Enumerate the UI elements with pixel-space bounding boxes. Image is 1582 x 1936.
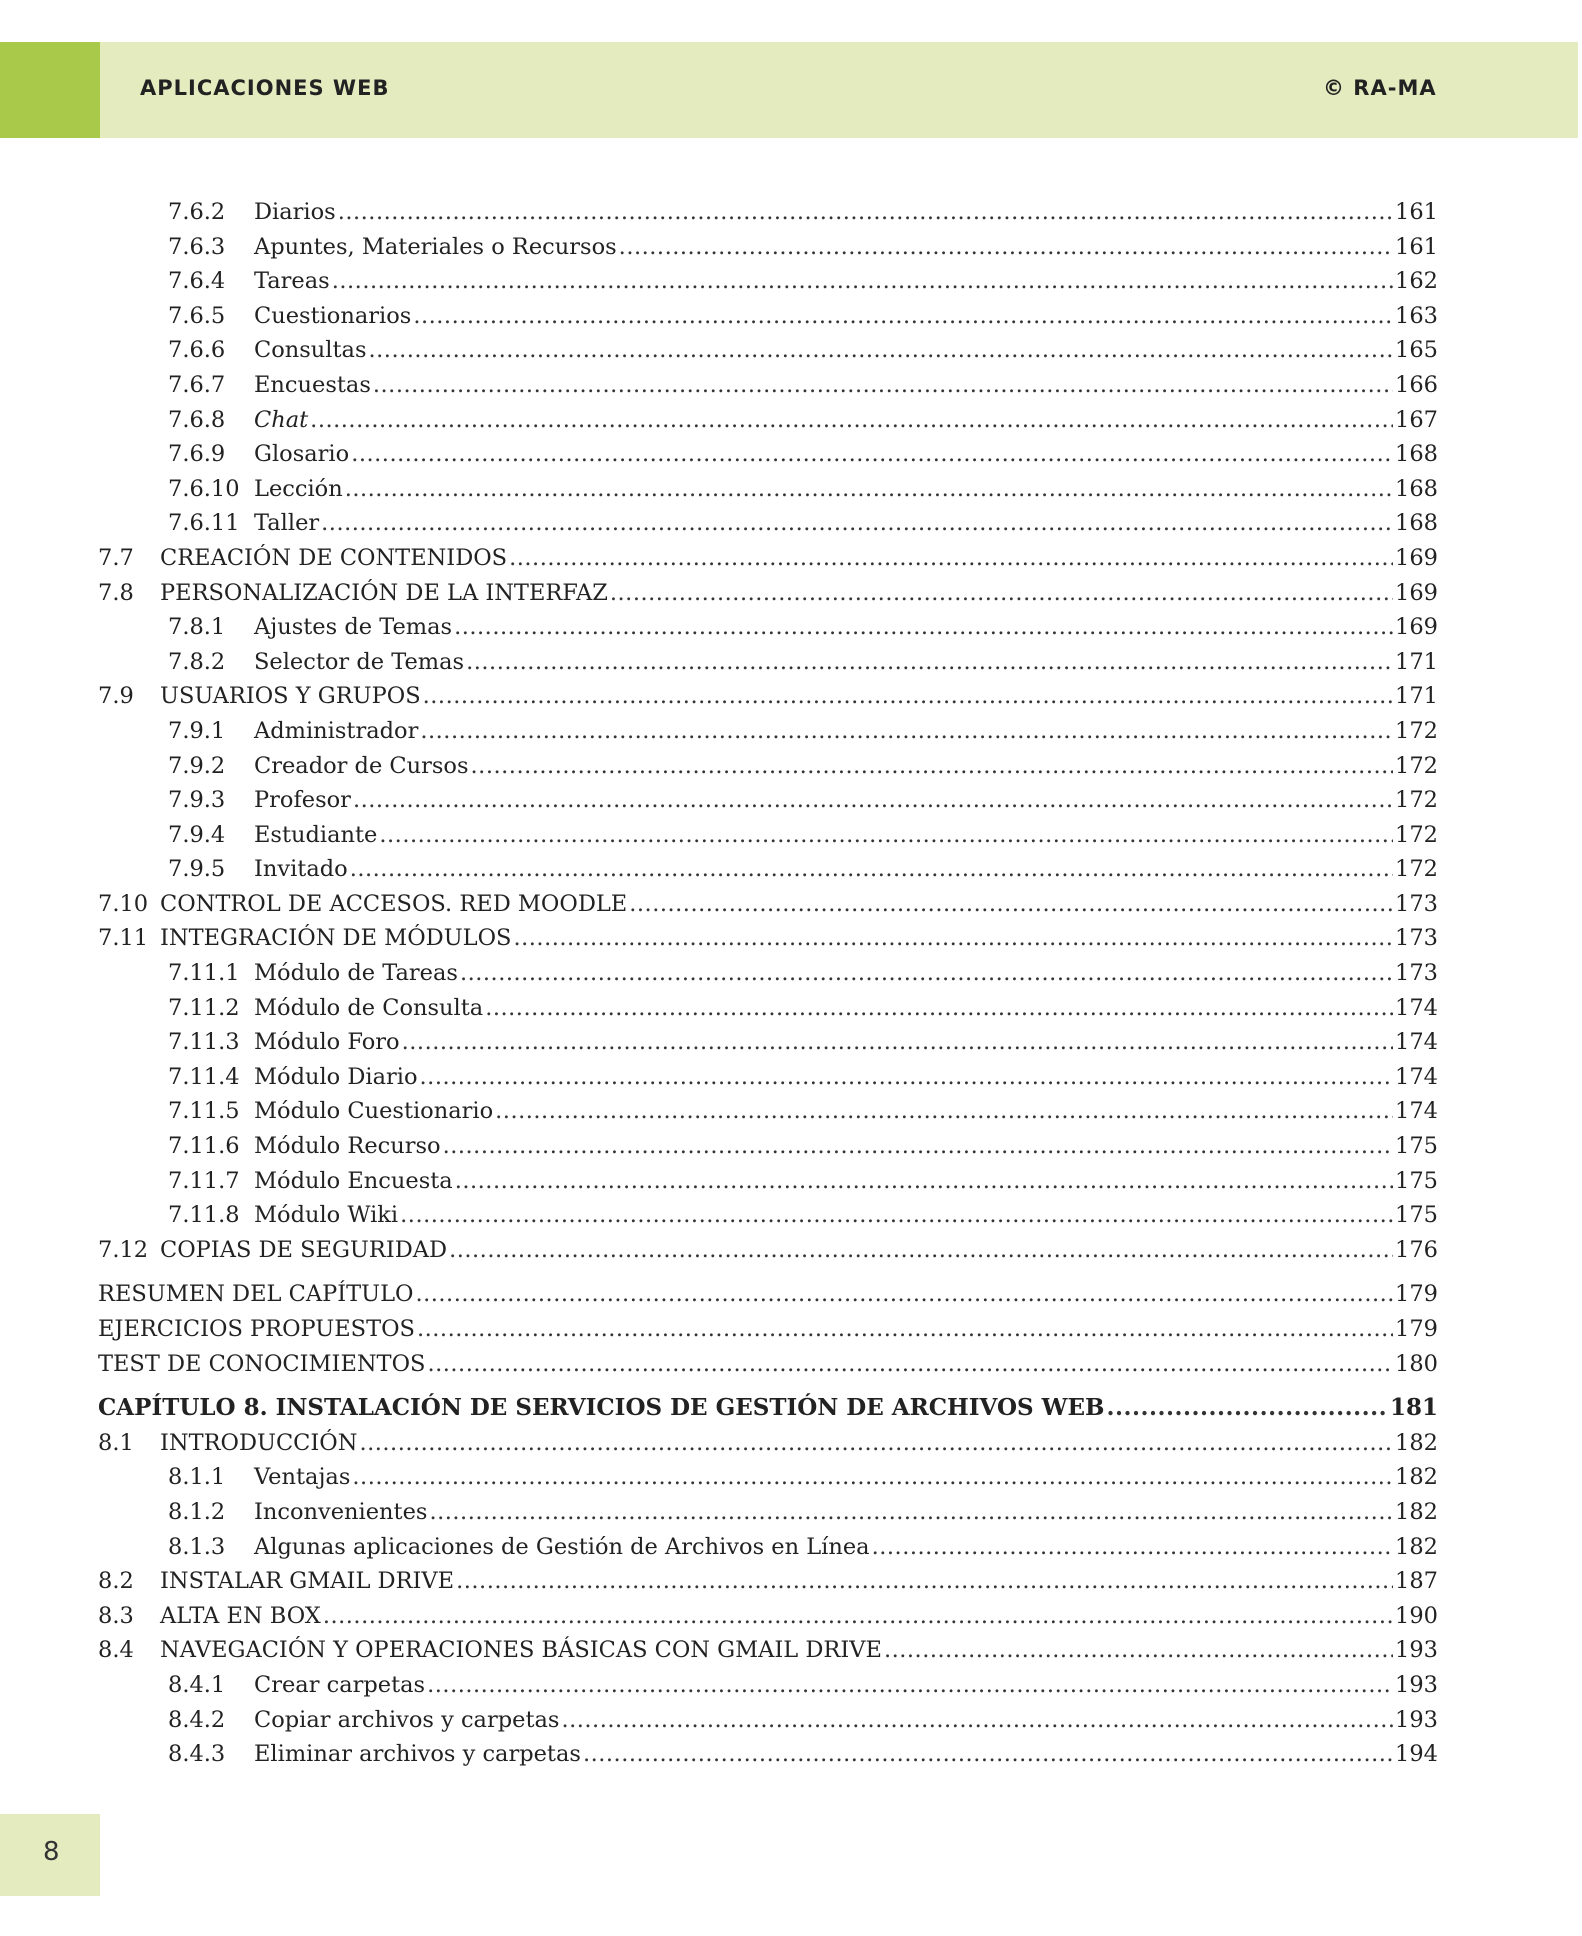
- toc-entry[interactable]: [98, 1233, 1438, 1268]
- toc-dot-leader: [413, 299, 1393, 334]
- toc-entry-number: 7.8: [98, 579, 134, 606]
- toc-entry[interactable]: [98, 299, 1438, 334]
- toc-dot-leader: [449, 1233, 1393, 1268]
- toc-entry-number: 7.6.8: [168, 406, 226, 433]
- toc-entry[interactable]: [98, 714, 1438, 749]
- toc-entry-page: 169: [1395, 544, 1438, 571]
- toc-entry[interactable]: [98, 230, 1438, 265]
- toc-entry-number: 8.1: [98, 1429, 134, 1456]
- toc-entry-page: 175: [1395, 1202, 1438, 1229]
- toc-entry-number: 7.8.1: [168, 614, 226, 641]
- toc-dot-leader: [310, 403, 1393, 438]
- toc-dot-leader: [321, 506, 1393, 541]
- toc-entry[interactable]: [98, 1164, 1438, 1199]
- toc-entry-number: 7.6.10: [168, 475, 240, 502]
- toc-entry-title: Apuntes, Materiales o Recursos: [254, 233, 617, 260]
- toc-dot-leader: [332, 264, 1393, 299]
- toc-entry-page: 167: [1395, 406, 1438, 433]
- toc-entry[interactable]: [98, 506, 1438, 541]
- toc-entry-page: 171: [1395, 683, 1438, 710]
- toc-entry-title: Módulo Foro: [254, 1029, 400, 1056]
- toc-entry-title: EJERCICIOS PROPUESTOS: [98, 1316, 415, 1342]
- toc-entry-title: Glosario: [254, 441, 350, 468]
- toc-dot-leader: [1106, 1391, 1388, 1426]
- toc-dot-leader: [352, 1460, 1393, 1495]
- toc-entry[interactable]: [98, 264, 1438, 299]
- toc-entry-number: 8.4.3: [168, 1741, 226, 1768]
- toc-entry[interactable]: [98, 679, 1438, 714]
- toc-dot-leader: [513, 921, 1393, 956]
- toc-entry-page: 182: [1395, 1429, 1438, 1456]
- toc-dot-leader: [353, 783, 1393, 818]
- toc-entry[interactable]: [98, 576, 1438, 611]
- toc-entry-page: 171: [1395, 648, 1438, 675]
- toc-dot-leader: [351, 437, 1393, 472]
- toc-entry-page: 176: [1395, 1236, 1438, 1263]
- toc-entry-page: 161: [1395, 233, 1438, 260]
- toc-entry-page: 179: [1395, 1281, 1438, 1308]
- toc-entry-number: 7.9.3: [168, 787, 226, 814]
- toc-entry-title: Inconvenientes: [254, 1498, 428, 1525]
- toc-dot-leader: [379, 818, 1393, 853]
- toc-entry-title: CONTROL DE ACCESOS. RED MOODLE: [160, 890, 628, 917]
- toc-entry-page: 175: [1395, 1133, 1438, 1160]
- toc-entry[interactable]: [98, 1025, 1438, 1060]
- toc-entry-number: 7.9.4: [168, 821, 226, 848]
- toc-entry[interactable]: [98, 1277, 1438, 1312]
- toc-entry-page: 193: [1395, 1671, 1438, 1698]
- toc-entry-number: 7.9.2: [168, 752, 226, 779]
- toc-entry-number: 8.2: [98, 1568, 134, 1595]
- toc-entry-number: 8.4.1: [168, 1671, 226, 1698]
- toc-entry[interactable]: [98, 956, 1438, 991]
- toc-entry[interactable]: [98, 333, 1438, 368]
- toc-entry-page: 187: [1395, 1568, 1438, 1595]
- toc-entry[interactable]: [98, 472, 1438, 507]
- toc-dot-leader: [350, 852, 1393, 887]
- toc-entry-number: 7.9.1: [168, 717, 226, 744]
- toc-entry-title: Tareas: [254, 268, 330, 295]
- toc-dot-leader: [345, 472, 1393, 507]
- toc-entry-number: 8.4.2: [168, 1706, 226, 1733]
- toc-dot-leader: [427, 1347, 1393, 1382]
- toc-entry[interactable]: [98, 749, 1438, 784]
- toc-entry-page: 168: [1395, 441, 1438, 468]
- toc-entry[interactable]: [98, 818, 1438, 853]
- toc-dot-leader: [456, 1564, 1393, 1599]
- header-accent-block: [0, 42, 100, 138]
- toc-entry[interactable]: [98, 1495, 1438, 1530]
- toc-entry-page: 182: [1395, 1464, 1438, 1491]
- toc-entry-number: 8.1.1: [168, 1464, 226, 1491]
- toc-entry[interactable]: [98, 610, 1438, 645]
- toc-entry[interactable]: [98, 437, 1438, 472]
- toc-dot-leader: [460, 956, 1393, 991]
- toc-entry-number: 7.11: [98, 925, 149, 952]
- toc-entry[interactable]: [98, 1703, 1438, 1738]
- toc-entry-page: 169: [1395, 579, 1438, 606]
- toc-entry[interactable]: [98, 887, 1438, 922]
- toc-entry-number: 8.1.2: [168, 1498, 226, 1525]
- toc-entry-title: Crear carpetas: [254, 1671, 426, 1698]
- toc-dot-leader: [323, 1599, 1393, 1634]
- toc-entry-title: Algunas aplicaciones de Gestión de Archivos en Línea: [254, 1533, 870, 1560]
- toc-entry-title: Módulo Cuestionario: [254, 1098, 494, 1125]
- toc-dot-leader: [466, 645, 1393, 680]
- toc-entry-title: TEST DE CONOCIMIENTOS: [98, 1350, 426, 1377]
- toc-entry-number: 7.11.4: [168, 1063, 240, 1090]
- toc-dot-leader: [369, 333, 1394, 368]
- toc-entry[interactable]: [98, 403, 1438, 438]
- toc-dot-leader: [629, 887, 1393, 922]
- toc-entry-title: CAPÍTULO 8. INSTALACIÓN DE SERVICIOS DE GESTIÓN DE ARCHIVOS WEB: [98, 1394, 1105, 1422]
- toc-entry-page: 172: [1395, 787, 1438, 814]
- toc-entry-title: Lección: [254, 475, 343, 502]
- toc-entry-title: Módulo Wiki: [254, 1202, 399, 1229]
- toc-entry-number: 7.11.8: [168, 1202, 240, 1229]
- toc-entry-page: 174: [1395, 1098, 1438, 1125]
- toc-entry[interactable]: [98, 991, 1438, 1026]
- toc-entry-title: INTRODUCCIÓN: [160, 1429, 358, 1456]
- toc-entry-title: RESUMEN DEL CAPÍTULO: [98, 1281, 414, 1308]
- toc-entry-page: 174: [1395, 1063, 1438, 1090]
- toc-entry[interactable]: [98, 852, 1438, 887]
- toc-entry[interactable]: [98, 1668, 1438, 1703]
- toc-dot-leader: [509, 541, 1393, 576]
- toc-dot-leader: [610, 576, 1393, 611]
- toc-dot-leader: [400, 1198, 1393, 1233]
- toc-entry[interactable]: [98, 645, 1438, 680]
- toc-entry-number: 7.6.3: [168, 233, 226, 260]
- toc-entry[interactable]: [98, 783, 1438, 818]
- toc-entry-page: 181: [1389, 1394, 1438, 1422]
- toc-dot-leader: [338, 195, 1393, 230]
- toc-dot-leader: [884, 1633, 1393, 1668]
- toc-entry-title: PERSONALIZACIÓN DE LA INTERFAZ: [160, 579, 608, 606]
- toc-entry-page: 182: [1395, 1533, 1438, 1560]
- toc-entry-number: 8.3: [98, 1602, 134, 1629]
- toc-entry-page: 180: [1395, 1350, 1438, 1377]
- toc-entry-title: CREACIÓN DE CONTENIDOS: [160, 544, 508, 571]
- toc-entry-title: Taller: [254, 510, 320, 537]
- toc-entry-page: 172: [1395, 717, 1438, 744]
- toc-entry[interactable]: [98, 368, 1438, 403]
- toc-dot-leader: [359, 1426, 1393, 1461]
- toc-entry-title: Chat: [254, 406, 309, 433]
- toc-entry[interactable]: [98, 1633, 1438, 1668]
- toc-entry-number: 7.8.2: [168, 648, 226, 675]
- toc-entry-page: 172: [1395, 821, 1438, 848]
- toc-entry-page: 168: [1395, 475, 1438, 502]
- toc-dot-leader: [561, 1703, 1393, 1738]
- toc-entry[interactable]: [98, 1129, 1438, 1164]
- toc-entry[interactable]: [98, 921, 1438, 956]
- toc-entry-title: Cuestionarios: [254, 302, 412, 329]
- toc-entry-title: Ventajas: [254, 1464, 351, 1491]
- toc-entry-number: 7.10: [98, 890, 149, 917]
- toc-entry-page: 179: [1395, 1316, 1438, 1342]
- toc-entry[interactable]: [98, 1391, 1438, 1426]
- toc-entry-title: Diarios: [254, 199, 336, 225]
- toc-dot-leader: [373, 368, 1393, 403]
- toc-dot-leader: [417, 1312, 1393, 1347]
- toc-entry-title: Consultas: [254, 337, 367, 364]
- toc-entry-title: Módulo Diario: [254, 1063, 418, 1090]
- toc-dot-leader: [402, 1025, 1393, 1060]
- toc-dot-leader: [420, 1060, 1394, 1095]
- toc-entry-page: 173: [1395, 960, 1438, 987]
- toc-entry[interactable]: [98, 1564, 1438, 1599]
- toc-entry[interactable]: [98, 1599, 1438, 1634]
- toc-entry[interactable]: [98, 1460, 1438, 1495]
- toc-entry[interactable]: [98, 1530, 1438, 1565]
- toc-entry-title: USUARIOS Y GRUPOS: [160, 683, 421, 710]
- toc-entry[interactable]: [98, 541, 1438, 576]
- toc-entry-page: 172: [1395, 856, 1438, 883]
- toc-dot-leader: [454, 610, 1393, 645]
- toc-entry-page: 175: [1395, 1167, 1438, 1194]
- toc-entry-number: 7.6.11: [168, 510, 240, 537]
- toc-entry-title: Eliminar archivos y carpetas: [254, 1741, 581, 1768]
- page-number: 8: [43, 1837, 60, 1867]
- toc-entry-title: NAVEGACIÓN Y OPERACIONES BÁSICAS CON GMAIL DRIVE: [160, 1637, 882, 1664]
- toc-entry[interactable]: [98, 1426, 1438, 1461]
- toc-dot-leader: [443, 1129, 1393, 1164]
- toc-entry-page: 190: [1395, 1602, 1438, 1629]
- toc-entry-title: Selector de Temas: [254, 648, 465, 675]
- toc-entry-title: COPIAS DE SEGURIDAD: [160, 1236, 448, 1263]
- toc-entry[interactable]: [98, 195, 1438, 230]
- toc-entry-number: 7.6.2: [168, 199, 226, 225]
- toc-dot-leader: [423, 679, 1393, 714]
- toc-entry-number: 7.6.9: [168, 441, 226, 468]
- toc-entry[interactable]: [98, 1737, 1438, 1772]
- toc-entry-number: 7.11.5: [168, 1098, 240, 1125]
- toc-entry-page: 193: [1395, 1637, 1438, 1664]
- toc-dot-leader: [619, 230, 1393, 265]
- toc-entry-title: Ajustes de Temas: [254, 614, 453, 641]
- toc-entry-page: 194: [1395, 1741, 1438, 1768]
- toc-entry-page: 163: [1395, 302, 1438, 329]
- toc-entry-number: 7.9: [98, 683, 134, 710]
- toc-entry-title: Módulo Encuesta: [254, 1167, 453, 1194]
- toc-entry-number: 7.6.5: [168, 302, 226, 329]
- toc-entry[interactable]: [98, 1198, 1438, 1233]
- toc-entry-title: Creador de Cursos: [254, 752, 469, 779]
- toc-entry-page: 173: [1395, 890, 1438, 917]
- toc-entry-title: Módulo de Tareas: [254, 960, 458, 987]
- toc-entry-title: Copiar archivos y carpetas: [254, 1706, 560, 1733]
- toc-entry-title: Estudiante: [254, 821, 378, 848]
- toc-entry-number: 7.12: [98, 1236, 149, 1263]
- toc-entry-title: Encuestas: [254, 371, 371, 398]
- toc-entry-title: Profesor: [254, 787, 351, 814]
- toc-dot-leader: [495, 1094, 1393, 1129]
- book-title: APLICACIONES WEB: [140, 76, 390, 100]
- toc-entry-title: Administrador: [254, 717, 419, 744]
- toc-entry-title: ALTA EN BOX: [160, 1602, 321, 1629]
- toc-entry-page: 165: [1395, 337, 1438, 364]
- toc-entry-title: Módulo de Consulta: [254, 994, 484, 1021]
- toc-entry-page: 168: [1395, 510, 1438, 537]
- toc-entry-number: 7.6.7: [168, 371, 226, 398]
- toc-entry[interactable]: [98, 1347, 1438, 1382]
- toc-entry-title: INSTALAR GMAIL DRIVE: [160, 1568, 455, 1595]
- toc-dot-leader: [429, 1495, 1393, 1530]
- toc-entry-page: 174: [1395, 994, 1438, 1021]
- toc-entry-number: 7.11.7: [168, 1167, 240, 1194]
- toc-entry-number: 8.4: [98, 1637, 134, 1664]
- toc-dot-leader: [420, 714, 1393, 749]
- toc-entry-title: INTEGRACIÓN DE MÓDULOS: [160, 925, 512, 952]
- toc-entry-title: Invitado: [254, 856, 348, 883]
- toc-entry-number: 7.6.4: [168, 268, 226, 295]
- toc-dot-leader: [872, 1530, 1393, 1565]
- toc-dot-leader: [415, 1277, 1393, 1312]
- toc-entry-page: 169: [1395, 614, 1438, 641]
- toc-entry-page: 166: [1395, 371, 1438, 398]
- toc-entry-page: 173: [1395, 925, 1438, 952]
- toc-entry-page: 162: [1395, 268, 1438, 295]
- toc-entry[interactable]: [98, 1312, 1438, 1347]
- publisher-mark: © RA-MA: [1323, 76, 1437, 100]
- toc-entry-page: 172: [1395, 752, 1438, 779]
- toc-entry-number: 7.11.3: [168, 1029, 240, 1056]
- toc-entry-number: 7.11.1: [168, 960, 240, 987]
- toc-dot-leader: [427, 1668, 1393, 1703]
- toc-entry[interactable]: [98, 1094, 1438, 1129]
- toc-entry-number: 7.6.6: [168, 337, 226, 364]
- toc-entry-number: 7.9.5: [168, 856, 226, 883]
- table-of-contents: [98, 195, 1438, 1772]
- toc-entry-page: 161: [1395, 199, 1438, 225]
- toc-entry-number: 8.1.3: [168, 1533, 226, 1560]
- toc-entry-number: 7.7: [98, 544, 134, 571]
- toc-entry-page: 182: [1395, 1498, 1438, 1525]
- toc-entry[interactable]: [98, 1060, 1438, 1095]
- toc-entry-number: 7.11.2: [168, 994, 240, 1021]
- toc-entry-page: 174: [1395, 1029, 1438, 1056]
- toc-dot-leader: [455, 1164, 1393, 1199]
- toc-entry-title: Módulo Recurso: [254, 1133, 441, 1160]
- toc-entry-number: 7.11.6: [168, 1133, 240, 1160]
- toc-dot-leader: [583, 1737, 1393, 1772]
- toc-dot-leader: [471, 749, 1394, 784]
- toc-entry-page: 193: [1395, 1706, 1438, 1733]
- toc-dot-leader: [485, 991, 1393, 1026]
